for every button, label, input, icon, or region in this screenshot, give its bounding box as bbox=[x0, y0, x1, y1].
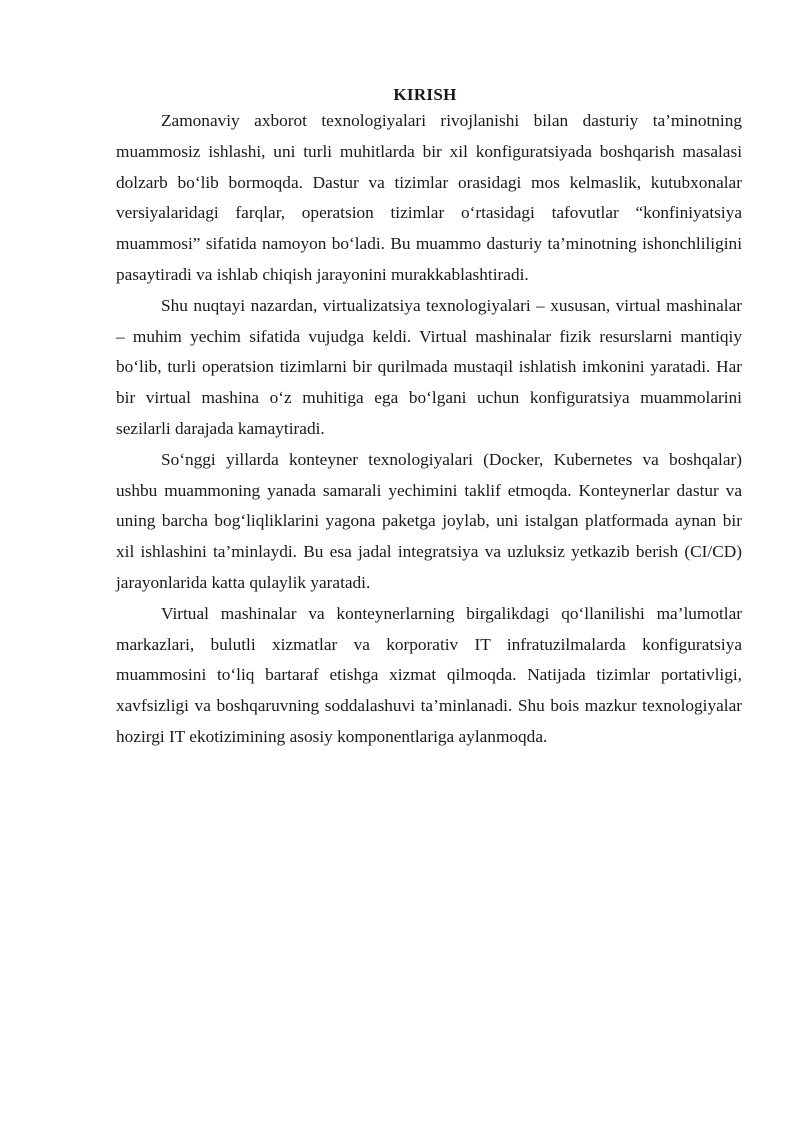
paragraph: Virtual mashinalar va konteynerlarning birgalikdagi qo‘llanilishi ma’lumotlar markazlari, bulutli xizmatlar va korporativ IT infratuzilmalarda konfiguratsiya muammosini to‘liq bartaraf etishga xizmat qilmoqda. Natijada tizimlar portativligi, xavfsizligi va boshqaruvning soddalashuvi ta’minlanadi. Shu bois mazkur texnologiyalar hozirgi IT ekotizimining asosiy komponentlariga aylanmoqda. bbox=[116, 603, 742, 746]
paragraph: So‘nggi yillarda konteyner texnologiyalari (Docker, Kubernetes va boshqalar) ushbu muammoning yanada samarali yechimini taklif etmoqda. Konteynerlar dastur va uning barcha bog‘liqliklarini yagona paketga joylab, uni istalgan platformada aynan bir xil ishlashini ta’minlaydi. Bu esa jadal integratsiya va uzluksiz yetkazib berish (CI/CD) jarayonlarida katta qulaylik yaratadi. bbox=[116, 449, 742, 592]
paragraph: Zamonaviy axborot texnologiyalari rivojlanishi bilan dasturiy ta’minotning muammosiz ishlashi, uni turli muhitlarda bir xil konfiguratsiyada boshqarish masalasi dolzarb bo‘lib bormoqda. Dastur va tizimlar orasidagi mos kelmaslik, kutubxonalar versiyalaridagi farqlar, operatsion tizimlar o‘rtasidagi tafovutlar “konfiniyatsiya muammosi” sifatida namoyon bo‘ladi. Bu muammo dasturiy ta’minotning ishonchliligini pasaytiradi va ishlab chiqish jarayonini murakkablashtiradi. bbox=[116, 111, 742, 284]
page-title: KIRISH bbox=[393, 85, 457, 104]
paragraph: Shu nuqtayi nazardan, virtualizatsiya texnologiyalari – xususan, virtual mashinalar – muhim yechim sifatida vujudga keldi. Virtual mashinalar fizik resurslarni mantiqiy bo‘lib, turli operatsion tizimlarni bir qurilmada mustaqil ishlatish imkonini yaratadi. Har bir virtual mashina o‘z muhitiga ega bo‘lgani uchun konfiguratsiya muammolarini sezilarli darajada kamaytiradi. bbox=[116, 295, 742, 438]
document-body bbox=[116, 106, 742, 753]
